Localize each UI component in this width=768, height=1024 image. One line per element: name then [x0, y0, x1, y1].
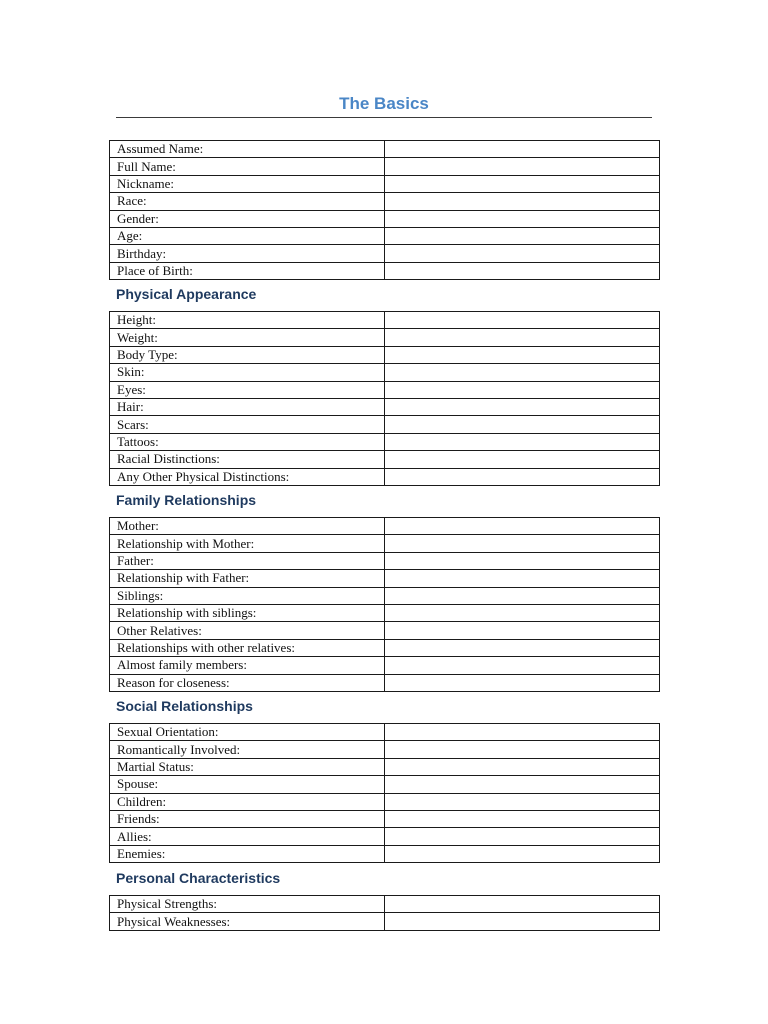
form-row [110, 329, 660, 346]
form-row [110, 346, 660, 363]
field-label: Scars: [110, 416, 385, 433]
field-label: Body Type: [110, 346, 385, 363]
field-value-cell[interactable] [385, 381, 660, 398]
form-row [110, 141, 660, 158]
personal-characteristics-table [109, 895, 660, 931]
field-label: Skin: [110, 364, 385, 381]
title-underline [116, 117, 652, 118]
form-row [110, 312, 660, 329]
field-value-cell[interactable] [385, 724, 660, 741]
social-relationships-table [109, 723, 660, 863]
field-label: Place of Birth: [110, 262, 385, 279]
field-value-cell[interactable] [385, 741, 660, 758]
form-row [110, 433, 660, 450]
field-label: Nickname: [110, 175, 385, 192]
form-row [110, 381, 660, 398]
field-label: Gender: [110, 210, 385, 227]
field-label: Spouse: [110, 776, 385, 793]
field-label: Eyes: [110, 381, 385, 398]
field-label: Relationship with siblings: [110, 604, 385, 621]
form-row [110, 158, 660, 175]
field-label: Physical Strengths: [110, 896, 385, 913]
field-value-cell[interactable] [385, 364, 660, 381]
field-label: Other Relatives: [110, 622, 385, 639]
form-row [110, 262, 660, 279]
field-label: Reason for closeness: [110, 674, 385, 691]
form-row [110, 741, 660, 758]
form-row [110, 227, 660, 244]
field-value-cell[interactable] [385, 158, 660, 175]
form-row [110, 587, 660, 604]
field-label: Relationship with Father: [110, 570, 385, 587]
physical-appearance-table [109, 311, 660, 486]
form-row [110, 245, 660, 262]
field-value-cell[interactable] [385, 262, 660, 279]
field-value-cell[interactable] [385, 913, 660, 930]
field-value-cell[interactable] [385, 398, 660, 415]
basics-table [109, 140, 660, 280]
field-label: Hair: [110, 398, 385, 415]
field-value-cell[interactable] [385, 535, 660, 552]
social-relationships-heading: Social Relationships [116, 698, 253, 714]
form-row [110, 896, 660, 913]
field-label: Siblings: [110, 587, 385, 604]
field-label: Birthday: [110, 245, 385, 262]
field-label: Sexual Orientation: [110, 724, 385, 741]
field-value-cell[interactable] [385, 828, 660, 845]
form-row [110, 913, 660, 930]
form-row [110, 468, 660, 485]
field-value-cell[interactable] [385, 604, 660, 621]
field-label: Mother: [110, 518, 385, 535]
field-value-cell[interactable] [385, 657, 660, 674]
field-value-cell[interactable] [385, 776, 660, 793]
field-value-cell[interactable] [385, 416, 660, 433]
form-row [110, 552, 660, 569]
field-label: Relationship with Mother: [110, 535, 385, 552]
form-row [110, 398, 660, 415]
field-value-cell[interactable] [385, 622, 660, 639]
form-row [110, 210, 660, 227]
form-row [110, 674, 660, 691]
form-row [110, 604, 660, 621]
form-row [110, 639, 660, 656]
form-row [110, 845, 660, 862]
form-row [110, 657, 660, 674]
field-label: Father: [110, 552, 385, 569]
field-value-cell[interactable] [385, 570, 660, 587]
form-row [110, 570, 660, 587]
form-row [110, 724, 660, 741]
field-label: Full Name: [110, 158, 385, 175]
form-row [110, 758, 660, 775]
field-label: Friends: [110, 810, 385, 827]
form-row [110, 810, 660, 827]
form-row [110, 518, 660, 535]
form-row [110, 776, 660, 793]
field-value-cell[interactable] [385, 175, 660, 192]
page-title: The Basics [339, 94, 429, 113]
form-row [110, 364, 660, 381]
form-row [110, 622, 660, 639]
form-row [110, 175, 660, 192]
field-label: Any Other Physical Distinctions: [110, 468, 385, 485]
form-row [110, 828, 660, 845]
field-label: Physical Weaknesses: [110, 913, 385, 930]
field-label: Assumed Name: [110, 141, 385, 158]
field-label: Weight: [110, 329, 385, 346]
field-value-cell[interactable] [385, 227, 660, 244]
field-value-cell[interactable] [385, 793, 660, 810]
form-row [110, 793, 660, 810]
field-value-cell[interactable] [385, 312, 660, 329]
field-label: Height: [110, 312, 385, 329]
field-value-cell[interactable] [385, 245, 660, 262]
field-label: Racial Distinctions: [110, 451, 385, 468]
field-label: Age: [110, 227, 385, 244]
form-row [110, 535, 660, 552]
field-label: Enemies: [110, 845, 385, 862]
field-value-cell[interactable] [385, 451, 660, 468]
field-value-cell[interactable] [385, 141, 660, 158]
personal-characteristics-heading: Personal Characteristics [116, 870, 281, 886]
field-label: Relationships with other relatives: [110, 639, 385, 656]
field-value-cell[interactable] [385, 552, 660, 569]
form-row [110, 451, 660, 468]
form-row [110, 416, 660, 433]
field-label: Race: [110, 193, 385, 210]
field-value-cell[interactable] [385, 587, 660, 604]
field-value-cell[interactable] [385, 210, 660, 227]
field-label: Allies: [110, 828, 385, 845]
form-row [110, 193, 660, 210]
field-label: Children: [110, 793, 385, 810]
field-value-cell[interactable] [385, 845, 660, 862]
field-value-cell[interactable] [385, 346, 660, 363]
family-relationships-heading: Family Relationships [116, 492, 257, 508]
field-value-cell[interactable] [385, 758, 660, 775]
field-value-cell[interactable] [385, 810, 660, 827]
field-label: Tattoos: [110, 433, 385, 450]
field-label: Martial Status: [110, 758, 385, 775]
field-value-cell[interactable] [385, 639, 660, 656]
field-value-cell[interactable] [385, 329, 660, 346]
field-label: Romantically Involved: [110, 741, 385, 758]
field-value-cell[interactable] [385, 896, 660, 913]
field-value-cell[interactable] [385, 433, 660, 450]
physical-appearance-heading: Physical Appearance [116, 286, 257, 302]
field-value-cell[interactable] [385, 518, 660, 535]
field-label: Almost family members: [110, 657, 385, 674]
field-value-cell[interactable] [385, 193, 660, 210]
family-relationships-table [109, 517, 660, 692]
field-value-cell[interactable] [385, 468, 660, 485]
field-value-cell[interactable] [385, 674, 660, 691]
